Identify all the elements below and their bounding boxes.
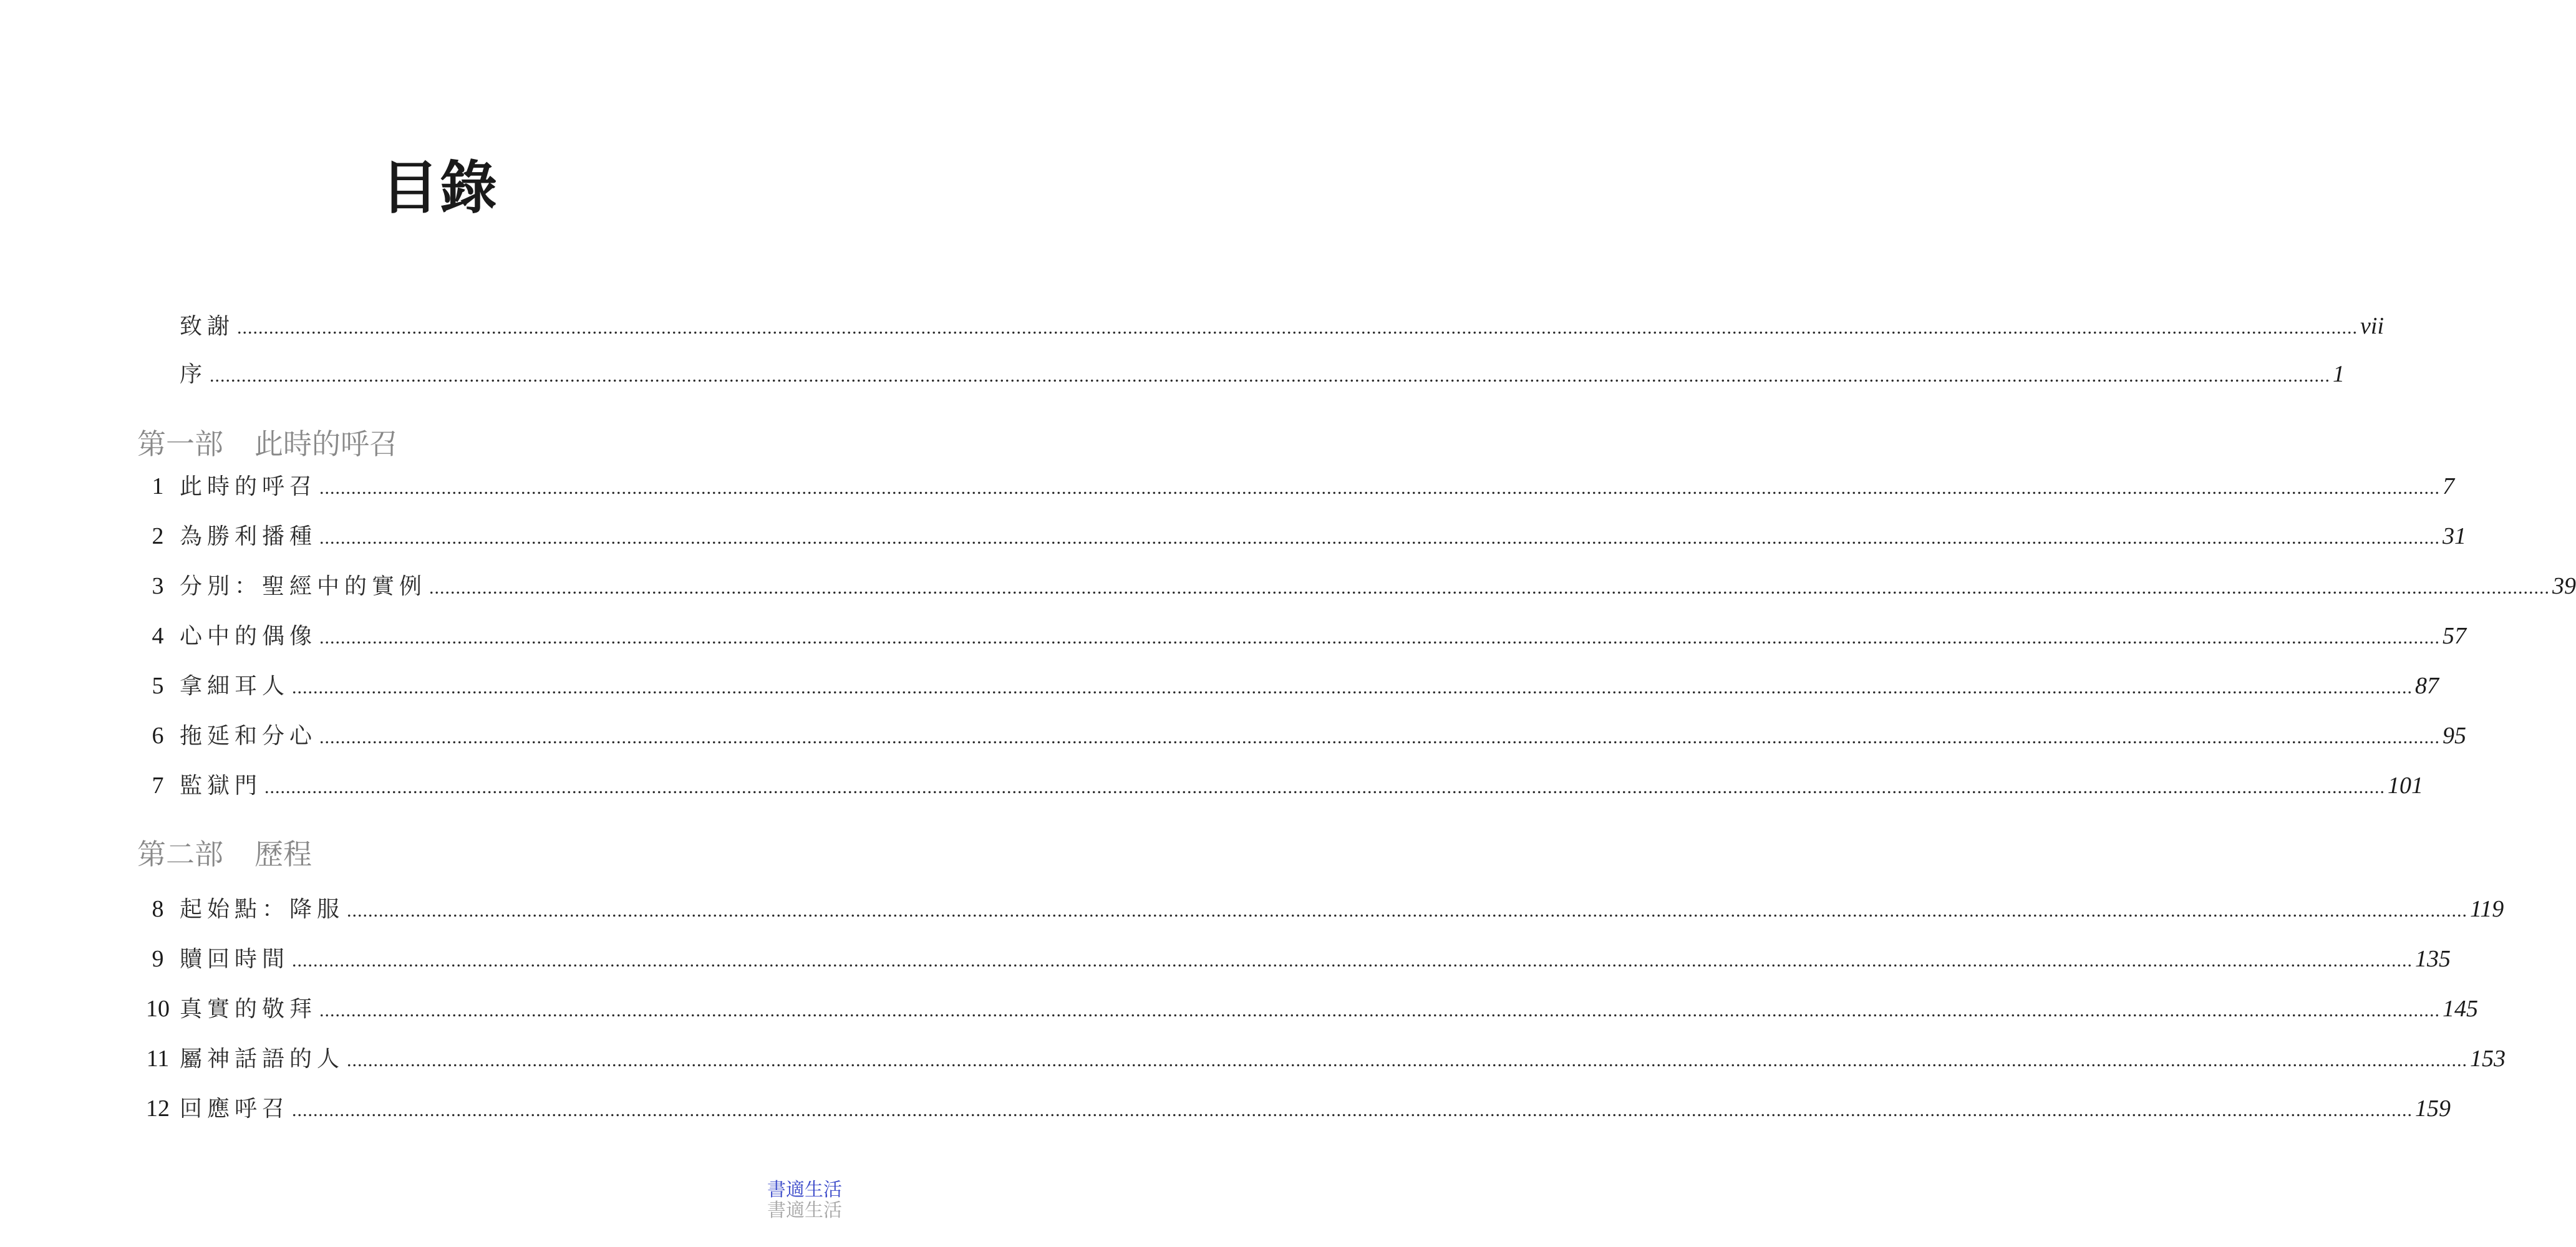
entry-label: 此時的呼召	[180, 474, 317, 499]
entry-number: 4	[152, 623, 164, 649]
part-heading-1[interactable]	[137, 421, 398, 463]
toc-entry[interactable]	[136, 668, 2439, 703]
entry-number: 2	[152, 523, 164, 549]
entry-number: 1	[152, 473, 164, 499]
dot-leader: ................................................................................................................................................................................................................................................................................................................................................................................................................	[237, 317, 2358, 338]
entry-label: 真實的敬拜	[180, 996, 317, 1022]
entry-page: 119	[2470, 896, 2504, 922]
toc-entry[interactable]	[136, 941, 2451, 976]
entry-number: 5	[152, 673, 164, 699]
entry-page: 7	[2443, 473, 2455, 499]
entry-page: 95	[2443, 723, 2467, 749]
entry-page: 57	[2443, 623, 2467, 649]
entry-label: 拖延和分心	[180, 723, 317, 749]
entry-number: 6	[152, 723, 164, 749]
entry-label: 監獄門	[180, 773, 263, 799]
part-label: 第二部	[137, 837, 223, 871]
dot-leader: ................................................................................................................................................................................................................................................................................................................................................................................................................	[347, 1050, 2468, 1071]
entry-label: 回應呼召	[180, 1096, 290, 1122]
entry-page: 135	[2415, 946, 2451, 972]
entry-number: 3	[152, 573, 164, 599]
watermark	[767, 1180, 842, 1221]
entry-page: 145	[2443, 996, 2479, 1022]
entry-label: 分別：聖經中的實例	[180, 574, 427, 599]
toc-entry[interactable]	[136, 768, 2424, 803]
entry-page: 31	[2443, 523, 2467, 549]
dot-leader: ................................................................................................................................................................................................................................................................................................................................................................................................................	[319, 527, 2441, 548]
entry-label: 屬神話語的人	[180, 1046, 345, 1072]
entry-page: 87	[2415, 673, 2439, 699]
dot-leader: ................................................................................................................................................................................................................................................................................................................................................................................................................	[292, 950, 2413, 971]
toc-entry[interactable]	[136, 991, 2479, 1026]
toc-entry[interactable]	[136, 619, 2467, 653]
toc-entry[interactable]	[136, 718, 2467, 753]
toc-entry-acknowledgements[interactable]	[136, 309, 2384, 344]
entry-label: 致謝	[180, 314, 235, 339]
watermark-line-2: 書適生活	[767, 1200, 842, 1221]
entry-number: 12	[146, 1095, 170, 1122]
toc-entry[interactable]	[136, 519, 2467, 554]
dot-leader: ................................................................................................................................................................................................................................................................................................................................................................................................................	[347, 900, 2468, 921]
entry-page: 1	[2333, 361, 2345, 387]
toc-entry[interactable]	[136, 469, 2455, 504]
dot-leader: ................................................................................................................................................................................................................................................................................................................................................................................................................	[319, 478, 2441, 498]
toc-entry[interactable]	[136, 569, 2576, 604]
entry-label: 心中的偶像	[180, 624, 317, 649]
entry-number: 10	[146, 996, 170, 1022]
entry-label: 贖回時間	[180, 946, 290, 972]
toc-entry[interactable]	[136, 1041, 2506, 1076]
watermark-line-1: 書適生活	[767, 1179, 842, 1201]
entry-page: vii	[2360, 313, 2384, 339]
dot-leader: ................................................................................................................................................................................................................................................................................................................................................................................................................	[292, 677, 2413, 698]
dot-leader: ................................................................................................................................................................................................................................................................................................................................................................................................................	[319, 727, 2441, 748]
dot-leader: ................................................................................................................................................................................................................................................................................................................................................................................................................	[210, 365, 2331, 386]
entry-label: 序	[180, 362, 208, 387]
part-label: 第一部	[137, 427, 223, 461]
toc-entry[interactable]	[136, 1091, 2451, 1126]
entry-label: 拿細耳人	[180, 673, 290, 699]
entry-number: 7	[152, 773, 164, 799]
dot-leader: ................................................................................................................................................................................................................................................................................................................................................................................................................	[264, 777, 2386, 797]
entry-page: 153	[2470, 1046, 2506, 1072]
entry-label: 起始點：降服	[180, 897, 345, 922]
toc-entry[interactable]	[136, 892, 2504, 927]
part-subtitle: 歷程	[254, 837, 312, 871]
dot-leader: ................................................................................................................................................................................................................................................................................................................................................................................................................	[319, 1000, 2441, 1021]
dot-leader: ................................................................................................................................................................................................................................................................................................................................................................................................................	[319, 627, 2441, 648]
entry-number: 8	[152, 896, 164, 922]
part-subtitle: 此時的呼召	[254, 427, 398, 461]
entry-page: 39	[2552, 573, 2576, 599]
part-heading-2[interactable]	[137, 832, 312, 873]
dot-leader: ................................................................................................................................................................................................................................................................................................................................................................................................................	[429, 577, 2550, 598]
entry-page: 101	[2388, 773, 2424, 799]
entry-number: 9	[152, 946, 164, 972]
entry-page: 159	[2415, 1095, 2451, 1122]
entry-number: 11	[146, 1046, 170, 1072]
page-title: 目錄	[380, 154, 498, 221]
entry-label: 為勝利播種	[180, 524, 317, 549]
toc-entry-preface[interactable]	[136, 357, 2345, 392]
dot-leader: ................................................................................................................................................................................................................................................................................................................................................................................................................	[292, 1100, 2413, 1120]
